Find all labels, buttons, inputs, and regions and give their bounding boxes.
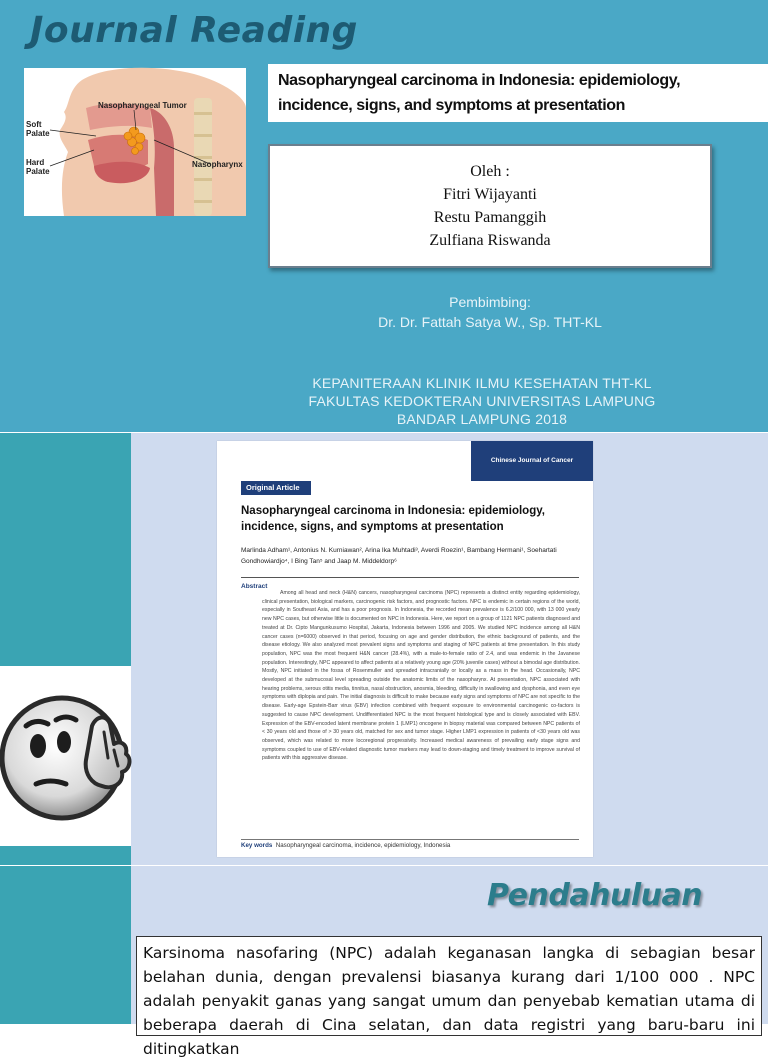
journal-name: Chinese Journal of Cancer xyxy=(471,441,593,481)
accent-bar xyxy=(0,866,131,1024)
divider xyxy=(241,577,579,578)
label-nasopharyngeal-tumor: Nasopharyngeal Tumor xyxy=(98,101,187,110)
section-title: Pendahuluan xyxy=(487,878,703,913)
slide-title xyxy=(0,0,768,432)
article-type-badge: Original Article xyxy=(241,481,311,495)
label-soft-palate: Soft Palate xyxy=(26,120,50,138)
author-name: Fitri Wijayanti xyxy=(443,186,537,203)
authors-box xyxy=(268,144,712,268)
supervisor-label: Pembimbing: xyxy=(449,294,531,310)
supervisor-block xyxy=(300,292,680,332)
department-line: BANDAR LAMPUNG 2018 xyxy=(396,411,568,427)
author-name: Restu Pamanggih xyxy=(433,209,547,226)
thinking-emoji-icon xyxy=(0,666,131,846)
abstract-label: Abstract xyxy=(241,583,268,590)
department-line: KEPANITERAAN KLINIK ILMU KESEHATAN THT-KL xyxy=(312,375,652,391)
author-name: Zulfiana Riswanda xyxy=(429,232,551,249)
supervisor-name: Dr. Dr. Fattah Satya W., Sp. THT-KL xyxy=(378,314,602,330)
journal-paper-page xyxy=(217,441,593,857)
article-title: Nasopharyngeal carcinoma in Indonesia: epidemiology, incidence, signs, and symptoms at presentation xyxy=(278,72,681,114)
slide-heading: Journal Reading xyxy=(30,10,358,51)
label-hard-palate: Hard Palate xyxy=(26,158,50,176)
thinking-emoji-card xyxy=(0,666,131,846)
article-title-box xyxy=(268,64,768,122)
department-line: FAKULTAS KEDOKTERAN UNIVERSITAS LAMPUNG xyxy=(308,393,656,409)
keywords-value: Nasopharyngeal carcinoma, incidence, epidemiology, Indonesia xyxy=(275,842,451,849)
anatomy-illustration xyxy=(24,68,246,216)
abstract-text: Among all head and neck (H&N) cancers, nasopharyngeal carcinoma (NPC) represents a distinct entity regarding epidemiology, clinical presentation, biological markers, carcinogenic risk factors, and prognostic factors. NPC is endemic in certain regions of the world, especially in Southeast Asia, and has a poor prognosis. In Indonesia, the recorded mean prevalence is 6.2/100 000, with 13 000 yearly new NPC cases, but otherwise little is documented on NPC in Indonesia. Here, we report on a group of 1121 NPC patients diagnosed and treated at Dr. Cipto Mangunkusumo Hospital, Jakarta, Indonesia between 1996 and 2005. We studied NPC incidence among all H&N cancer cases (n=6000) observed in that period, focusing on age and gender distribution, the ethnic background of patients, and the disease etiology. We also analyzed most prevalent signs and symptoms and staging of NPC patients at time presentation. In this study population, NPC was the most frequent H&N cancer (28.4%), with a male-to-female ratio of 2.4, and was endemic in the Javanese population. Interestingly, NPC appeared to affect patients at a relatively young age (20% juvenile cases) without a bimodal age distribution. Mostly, NPC initiated in the fossa of Rosenmuller and spreaded intracranially or locally as a mass in the head. Occasionally, NPC developed at the submucosal level spreading outside the anatomic limits of the nasopharynx. At presentation, NPC associated with hearing problems, serous otitis media, tinnitus, nasal obstruction, anosmia, bleeding, difficulty in swallowing and dysphonia, and even eye symptoms with diplopia and pain. The initial diagnosis is difficult to make because early signs and symptoms of NPC are not specific to the disease. Early-age Epstein-Barr virus (EBV) infection combined with frequent exposure to environmental carcinogenic co-factors is suggested to cause NPC development. Undifferentiated NPC is the most frequent histological type and is closely associated with EBV. Expression of the EBV-encoded latent membrane protein 1 (LMP1) oncogene in biopsy material was compared between NPC patients of < 30 years old and those of > 30 years old, matched for sex and tumor stage. Higher LMP1 expression in patients of <30 years old was observed, which was related to more locoregional progressivity. Increased medical awareness of prevailing early stage signs and symptoms coupled to use of EBV-related diagnostic tumor markers may lead to down-staging and timely treatment to improve survival of patients with this aggressive disease. xyxy=(262,590,580,762)
slide-article xyxy=(0,433,768,865)
paper-title: Nasopharyngeal carcinoma in Indonesia: epidemiology, incidence, signs, and symptoms at presentation xyxy=(241,505,545,533)
divider xyxy=(241,839,579,840)
slide-introduction xyxy=(0,866,768,1058)
department-block xyxy=(262,374,702,428)
authors-heading: Oleh : xyxy=(470,163,510,180)
label-nasopharynx: Nasopharynx xyxy=(192,160,243,169)
section-body-text: Karsinoma nasofaring (NPC) adalah keganasan langka di sebagian besar belahan dunia, dengan prevalensi biasanya kurang dari 1/100 000 . NPC adalah penyakit ganas yang sangat umum dan penyebab kematian utama di beberapa daerah di Cina selatan, dan data registri yang baru-baru ini ditingkatkan xyxy=(136,936,762,1036)
paper-authors: Marlinda Adham¹, Antonius N. Kurniawan², Arina Ika Muhtadi³, Averdi Roezin¹, Bambang Hermani¹, Soehartati Gondhowiardjo⁴, I Bing Tan⁵ and Jaap M. Middeldorp⁶ xyxy=(241,547,557,565)
keywords-line xyxy=(241,842,581,849)
keywords-label: Key words xyxy=(241,842,273,849)
